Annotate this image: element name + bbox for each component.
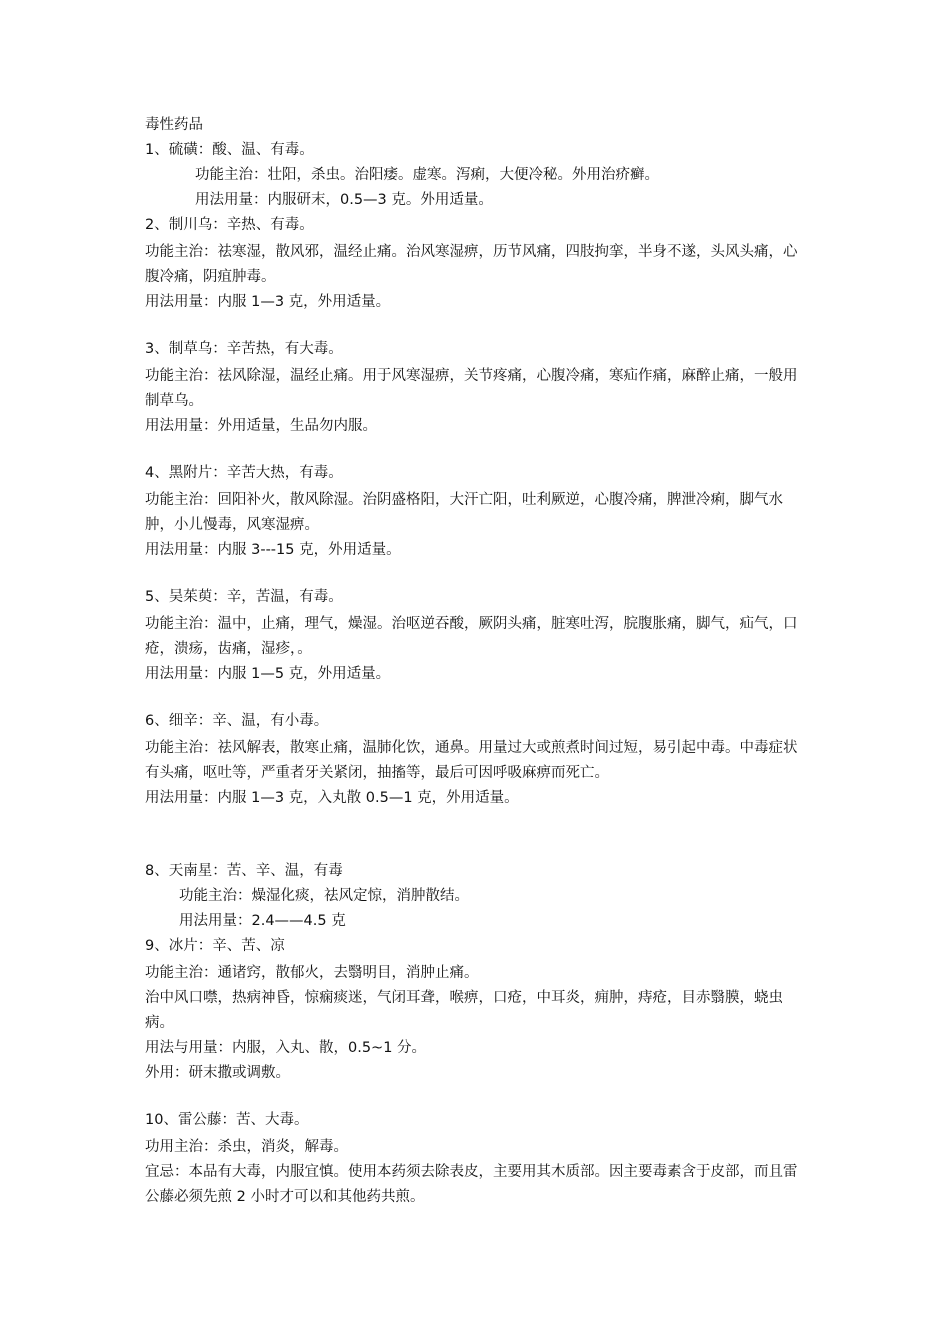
document-title: 毒性药品 — [145, 117, 203, 133]
item-function: 功能主治：温中，止痛，理气，燥湿。治呕逆吞酸，厥阴头痛，脏寒吐泻，脘腹胀痛，脚气，疝气，口疮，溃疡，齿痛，湿疹，。 — [145, 616, 798, 657]
item-usage: 用法用量：内服 1—5 克，外用适量。 — [145, 666, 391, 682]
item-usage: 用法用量：内服 1—3 克，入丸散 0.5—1 克，外用适量。 — [145, 790, 519, 806]
item-heading: 5、吴茱萸：辛，苦温，有毒。 — [145, 589, 343, 605]
item-heading: 10、雷公藤：苦、大毒。 — [145, 1112, 309, 1128]
item-function: 功能主治：祛风解表，散寒止痛，温肺化饮，通鼻。用量过大或煎煮时间过短，易引起中毒。中毒症状有头痛，呕吐等，严重者牙关紧闭，抽搐等，最后可因呼吸麻痹而死亡。 — [145, 740, 798, 781]
item-heading: 4、黑附片：辛苦大热，有毒。 — [145, 465, 343, 481]
item-function: 功能主治：燥湿化痰，祛风定惊，消肿散结。 — [179, 888, 469, 904]
item-heading: 6、细辛：辛、温，有小毒。 — [145, 713, 329, 729]
item-usage: 用法用量：内服 3---15 克，外用适量。 — [145, 542, 401, 558]
document-body — [145, 113, 810, 1210]
item-usage: 用法用量：2.4——4.5 克 — [179, 913, 346, 929]
item-heading: 8、天南星：苦、辛、温，有毒 — [145, 863, 343, 879]
item-heading: 3、制草乌：辛苦热，有大毒。 — [145, 341, 343, 357]
item-function: 功能主治：祛寒湿，散风邪，温经止痛。治风寒湿痹，历节风痛，四肢拘挛，半身不遂，头风头痛，心腹冷痛，阴疽肿毒。 — [145, 244, 798, 285]
item-heading: 2、制川乌：辛热、有毒。 — [145, 217, 314, 233]
item-heading: 1、硫磺：酸、温、有毒。 — [145, 142, 314, 158]
item-external-use: 外用：研末撒或调敷。 — [145, 1065, 290, 1081]
item-usage: 用法用量：外用适量，生品勿内服。 — [145, 418, 377, 434]
item-function: 功能主治：通诸窍，散郁火，去翳明目，消肿止痛。 — [145, 965, 479, 981]
item-function: 功能主治：壮阳，杀虫。治阳痿。虚寒。泻痢，大便冷秘。外用治疥癣。 — [195, 167, 659, 183]
item-indications: 治中风口噤，热病神昏，惊痫痰迷，气闭耳聋，喉痹，口疮，中耳炎，痈肿，痔疮，目赤翳膜，蛲虫病。 — [145, 990, 783, 1031]
item-usage: 用法与用量：内服，入丸、散，0.5~1 分。 — [145, 1040, 427, 1056]
item-usage: 用法用量：内服 1—3 克，外用适量。 — [145, 294, 391, 310]
item-function: 功用主治：杀虫，消炎，解毒。 — [145, 1139, 348, 1155]
item-heading: 9、冰片：辛、苦、凉 — [145, 938, 285, 954]
item-usage: 用法用量：内服研末，0.5—3 克。外用适量。 — [195, 192, 493, 208]
item-caution: 宜忌：本品有大毒，内服宜慎。使用本药须去除表皮，主要用其木质部。因主要毒素含于皮部，而且雷公藤必须先煎 2 小时才可以和其他药共煎。 — [145, 1164, 798, 1205]
item-function: 功能主治：回阳补火，散风除湿。治阴盛格阳，大汗亡阳，吐利厥逆，心腹冷痛，脾泄冷痢，脚气水肿，小儿慢毒，风寒湿痹。 — [145, 492, 783, 533]
item-function: 功能主治：祛风除湿，温经止痛。用于风寒湿痹，关节疼痛，心腹冷痛，寒疝作痛，麻醉止痛，一般用制草乌。 — [145, 368, 798, 409]
